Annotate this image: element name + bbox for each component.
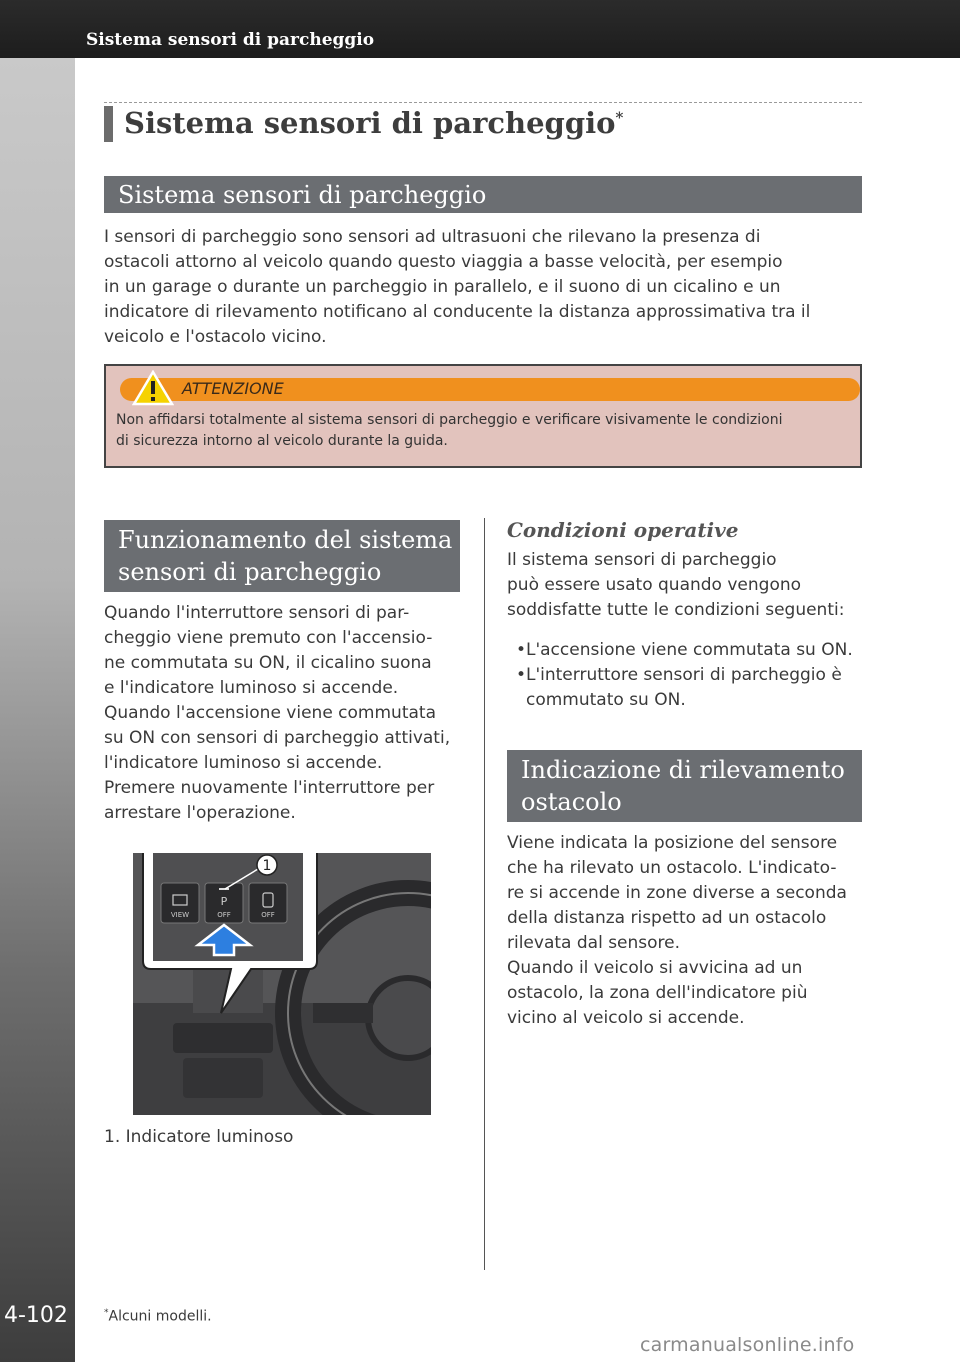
indicazione-paragraph — [507, 831, 867, 1031]
dashboard-switch-illustration — [133, 853, 431, 1115]
text-line: arrestare l'operazione. — [104, 803, 296, 823]
text-line: re si accende in zone diverse a seconda — [507, 883, 847, 903]
list-item: • L'accensione viene commutata su ON. — [508, 638, 868, 663]
column-divider — [484, 518, 485, 1270]
text-line: l'indicatore luminoso si accende. — [104, 753, 383, 773]
text-line: su ON con sensori di parcheggio attivati, — [104, 728, 451, 748]
callout-number: 1 — [262, 858, 272, 874]
conditions-heading: Condizioni operative — [507, 518, 739, 542]
warning-triangle-icon — [132, 370, 174, 406]
heading-line: sensori di parcheggio — [118, 558, 382, 586]
text-line: soddisfatte tutte le condizioni seguenti: — [507, 600, 845, 620]
text-line: e l'indicatore luminoso si accende. — [104, 678, 399, 698]
section-heading-indicazione — [507, 750, 862, 822]
text-line: può essere usato quando vengono — [507, 575, 802, 595]
text-line: ostacolo, la zona dell'indicatore più — [507, 983, 808, 1003]
heading-line: ostacolo — [521, 788, 622, 816]
watermark-link[interactable]: carmanualsonline.info — [640, 1334, 855, 1356]
top-header-bar — [0, 0, 960, 58]
conditions-list — [508, 638, 868, 713]
text-line: in un garage o durante un parcheggio in parallelo, e il suono di un cicalino e un — [104, 277, 781, 297]
warning-text — [116, 410, 852, 452]
header-title: Sistema sensori di parcheggio — [86, 30, 375, 50]
page-title-marker: * — [615, 108, 624, 127]
text-line: Quando l'interruttore sensori di par- — [104, 603, 410, 623]
heading-line: Indicazione di rilevamento — [521, 756, 845, 784]
text-line: Viene indicata la posizione del sensore — [507, 833, 838, 853]
left-sidebar-photo — [0, 58, 75, 1362]
text-line: veicolo e l'ostacolo vicino. — [104, 327, 327, 347]
figure-caption: 1. Indicatore luminoso — [104, 1127, 294, 1147]
text-line: ostacoli attorno al veicolo quando questo viaggia a basse velocità, per esempio — [104, 252, 783, 272]
button-label-off-1: OFF — [217, 911, 231, 919]
page-title-text: Sistema sensori di parcheggio — [124, 106, 616, 140]
list-item: • L'interruttore sensori di parcheggio è commutato su ON. — [508, 663, 868, 713]
footnote — [104, 1308, 212, 1325]
text-line: vicino al veicolo si accende. — [507, 1008, 745, 1028]
footnote-text: Alcuni modelli. — [108, 1308, 212, 1325]
text-line: indicatore di rilevamento notificano al conducente la distanza approssimativa tra il — [104, 302, 811, 322]
section-heading-sensori — [104, 176, 862, 213]
conditions-paragraph — [507, 548, 867, 623]
section-heading-text: Sistema sensori di parcheggio — [118, 181, 487, 209]
warning-label: ATTENZIONE — [182, 379, 284, 398]
section-intro-paragraph — [104, 225, 864, 350]
text-line: Premere nuovamente l'interruttore per — [104, 778, 435, 798]
button-label-off-2: OFF — [261, 911, 275, 919]
text-line: rilevata dal sensore. — [507, 933, 681, 953]
title-accent-bar — [104, 106, 113, 142]
text-line: I sensori di parcheggio sono sensori ad ultrasuoni che rilevano la presenza di — [104, 227, 761, 247]
title-divider — [104, 102, 862, 103]
warning-box — [104, 364, 862, 468]
text-line: Il sistema sensori di parcheggio — [507, 550, 777, 570]
text-line: Quando il veicolo si avvicina ad un — [507, 958, 803, 978]
funzionamento-paragraph — [104, 601, 474, 826]
section-heading-funzionamento — [104, 520, 460, 592]
text-line: che ha rilevato un ostacolo. L'indicato- — [507, 858, 837, 878]
warning-banner — [120, 378, 860, 401]
button-label-view: VIEW — [170, 911, 190, 919]
text-line: cheggio viene premuto con l'accensio- — [104, 628, 433, 648]
text-line: Quando l'accensione viene commutata — [104, 703, 436, 723]
text-line: di sicurezza intorno al veicolo durante la guida. — [116, 433, 448, 449]
svg-text:P: P — [220, 895, 228, 908]
text-line: ne commutata su ON, il cicalino suona — [104, 653, 432, 673]
text-line: della distanza rispetto ad un ostacolo — [507, 908, 827, 928]
footnote-marker: * — [104, 1308, 109, 1318]
page-number: 4-102 — [4, 1303, 68, 1328]
page-title — [124, 106, 623, 140]
text-line: Non affidarsi totalmente al sistema sensori di parcheggio e verificare visivamente le condizioni — [116, 412, 783, 428]
heading-line: Funzionamento del sistema — [118, 526, 453, 554]
